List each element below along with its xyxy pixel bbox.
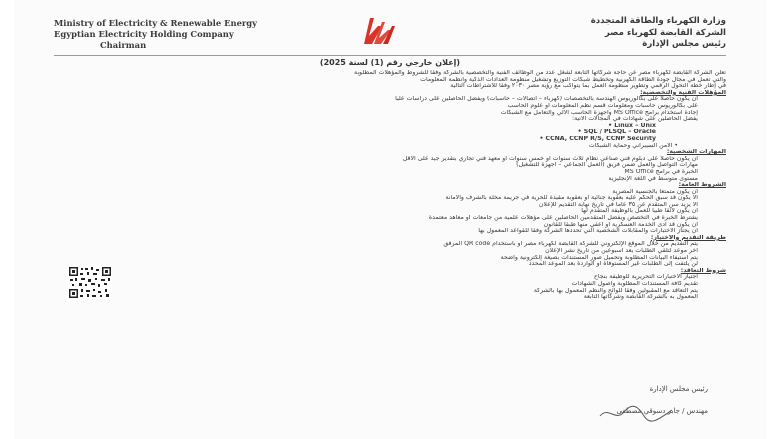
signature-name: مهندس / جابر دسوقي مصطفى (616, 407, 708, 415)
body-line: أن يكون لائقا طبيا للعمل بالوظيفة المتقدم لها (581, 208, 698, 215)
section-heading: المهارات الشخصية: (666, 149, 726, 156)
body-line: الخبرة في برامج MS Office (624, 168, 698, 175)
body-line: في إطار خطة التحول الرقمي وتطوير منظومة العمل بما يتواكب مع رؤية مصر ٢٠٣٠ وفقا للاشتراطات التالية (450, 83, 726, 90)
body-line: يشترط الخبرة في التخصص ويفضل المتقدمين الحاصلين على مؤهلات علمية من جامعات أو معاهد معتمدة (428, 215, 698, 222)
body-line: إجادة استخدام برامج MS Office وأجهزة الحاسب الآلي والتعامل مع الشبكات (500, 109, 698, 116)
body-line: والتي تعمل في مجال جودة الطاقة الكهربية وتخطيط شبكات التوزيع وتشغيل منظومة العدادات الذكية وأنظمة المعلومات (420, 76, 726, 83)
body-line: • الأمن السيبراني وحماية الشبكات (588, 142, 678, 149)
qr-code (68, 266, 112, 299)
term-os: Linux – Unix (614, 122, 656, 129)
body-line: يتم استيفاء البيانات المطلوبة وتحميل صور المستندات بصيغة إلكترونية واضحة (500, 254, 698, 261)
body-line: مستوى متوسط في اللغة الإنجليزية (608, 175, 698, 182)
body-line: مهارات التواصل والعمل ضمن فريق (العمل الجماعي – أجهزة للتشغيل) (516, 162, 698, 169)
header-ministry-en: Ministry of Electricity & Renewable Energy (54, 18, 258, 28)
term-office: MS Office (613, 109, 643, 116)
header-english (54, 18, 257, 51)
header-arabic (591, 16, 726, 51)
section-heading: الشروط العامة: (678, 182, 726, 189)
body-line: لن يلتفت إلى الطلبات غير المستوفاة أو الواردة بعد الموعد المحدد (528, 261, 698, 268)
section-heading: طريقة التقديم والاختيار: (650, 234, 726, 241)
term-net: CCNA, CCNP R/S, CCNP Security (545, 135, 656, 142)
section-heading: المؤهلات الفنية والتخصصية: (640, 89, 726, 96)
body-line: يتم التقديم من خلال الموقع الإلكتروني للشركة القابضة لكهرباء مصر أو باستخدام QR code المرفق (443, 241, 698, 248)
header-divider (54, 55, 726, 56)
body-line: آخر موعد لتلقي الطلبات بعد أسبوعين من تاريخ نشر الإعلان (545, 248, 698, 255)
body-line-en: • CCNA, CCNP R/S, CCNP Security (539, 135, 656, 142)
body-line: اجتياز الاختبارات التحريرية للوظيفة بنجاح (593, 274, 698, 281)
header-company-en: Egyptian Electricity Holding Company (54, 29, 234, 39)
header-company-ar: الشركة القابضة لكهرباء مصر (604, 27, 726, 38)
header-chairman-ar: رئيس مجلس الإدارة (642, 39, 726, 49)
body-line: أن يكون قد أدى الخدمة العسكرية أو أعفي منها طبقا للقانون (543, 221, 698, 228)
document-page (14, 0, 766, 439)
body-line: المعمول به بالشركة القابضة وشركاتها التابعة (583, 294, 698, 301)
body-line: يتم التعاقد مع المقبولين وفقا للوائح والنظم المعمول بها بالشركة (533, 287, 698, 294)
header-ministry-ar: وزارة الكهرباء والطاقة المتجددة (590, 16, 726, 26)
company-logo (348, 14, 404, 52)
body-line: أن يكون متمتعا بالجنسية المصرية (612, 188, 698, 195)
term-office-2: MS Office (624, 168, 654, 175)
signature-title: رئيس مجلس الإدارة (649, 385, 708, 393)
header-chairman-en: Chairman (100, 40, 147, 50)
body-line: تعلن الشركة القابضة لكهرباء مصر عن حاجة شركاتها التابعة لشغل عدد من الوظائف الفنية والتخصصية بالشركة وفقا للشروط والمؤهلات المطلوبة (354, 70, 726, 76)
section-heading: شروط التعاقد: (680, 267, 726, 274)
body-line: ألا يكون قد سبق الحكم عليه بعقوبة جنائية أو بعقوبة مقيدة للحرية في جريمة مخلة بالشرف والأمانة (445, 195, 698, 202)
body-line: أن يكون حاصلا على دبلوم فني صناعي نظام ثلاث سنوات أو خمس سنوات أو معهد فني تجاري بتقدير جيد على الأقل (402, 155, 698, 162)
handwritten-signature (596, 402, 676, 424)
body-line: أن يجتاز الاختبارات والمقابلات الشخصية التي تحددها الشركة وفقا للقواعد المعمول بها (478, 228, 698, 235)
body-line-en: • Linux – Unix (608, 122, 656, 129)
body-line: يفضل الحاصلين على شهادات في المجالات الآتية: (572, 116, 698, 123)
body-line: ألا يزيد سن المتقدم عن ٣٥ عاما في تاريخ نهاية التقديم للإعلان (538, 201, 698, 208)
term-qr: QR code (464, 241, 491, 248)
notice-title: (إعلان خارجي رقم (1) لسنة 2025) (319, 58, 461, 67)
body-line: أن يكون حاصلا على بكالوريوس الهندسة بالتخصصات (كهرباء – اتصالات – حاسبات) ويفضل الحاصلين على دراسات عليا (395, 96, 698, 103)
body-line: تقديم كافة المستندات المطلوبة وأصول الشهادات (571, 281, 698, 287)
term-db: SQL / PLSQL – Oracle (583, 129, 656, 136)
body-line: على بكالوريوس حاسبات ومعلومات قسم نظم المعلومات أو علوم الحاسب (507, 102, 698, 109)
body-line-en: • SQL / PLSQL – Oracle (577, 129, 656, 136)
notice-body (54, 70, 726, 301)
